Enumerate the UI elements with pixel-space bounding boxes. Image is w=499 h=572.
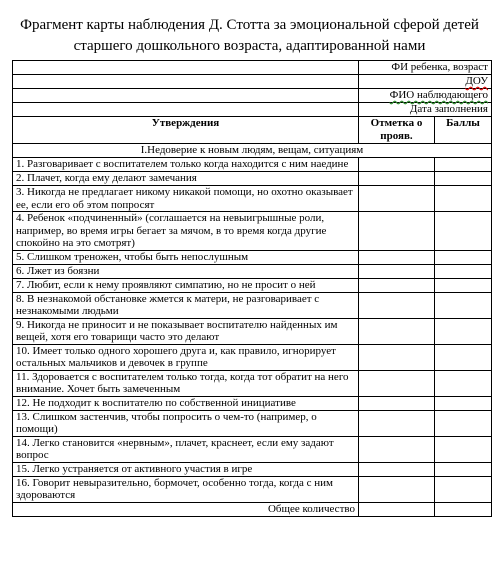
meta-row-observer — [13, 89, 492, 103]
statement-text: 6. Лжет из боязни — [13, 264, 359, 278]
mark-cell[interactable] — [359, 250, 435, 264]
table-row — [13, 212, 492, 251]
table-row — [13, 462, 492, 476]
statement-text: 4. Ребенок «подчиненный» (соглашается на невыигрышные роли, например, во время игры бегает за мячом, в то время когда другие спокойно на это смотрят) — [13, 212, 359, 251]
mark-cell[interactable] — [359, 370, 435, 396]
fill-date-label: Дата заполнения — [359, 103, 492, 117]
points-cell[interactable] — [435, 410, 492, 436]
table-row — [13, 436, 492, 462]
mark-cell[interactable] — [359, 278, 435, 292]
table-row — [13, 278, 492, 292]
statement-text: 7. Любит, если к нему проявляют симпатию, но не просит о ней — [13, 278, 359, 292]
mark-cell[interactable] — [359, 462, 435, 476]
points-header: Баллы — [435, 117, 492, 144]
statement-text: 12. Не подходит к воспитателю по собственной инициативе — [13, 396, 359, 410]
mark-header: Отметка о прояв. — [359, 117, 435, 144]
points-cell[interactable] — [435, 436, 492, 462]
mark-cell[interactable] — [359, 476, 435, 502]
mark-cell[interactable] — [359, 264, 435, 278]
table-row — [13, 370, 492, 396]
table-row — [13, 292, 492, 318]
statement-text: 8. В незнакомой обстановке жмется к матери, не разговаривает с незнакомыми людьми — [13, 292, 359, 318]
total-row — [13, 502, 492, 516]
points-cell[interactable] — [435, 186, 492, 212]
statement-text: 16. Говорит невыразительно, бормочет, особенно тогда, когда с ним здороваются — [13, 476, 359, 502]
meta-blank-cell — [13, 103, 359, 117]
mark-cell[interactable] — [359, 318, 435, 344]
section-row — [13, 144, 492, 158]
meta-row-child — [13, 61, 492, 75]
statement-text: 9. Никогда не приносит и не показывает воспитателю найденных им вещей, хотя его товарищи часто это делают — [13, 318, 359, 344]
mark-cell[interactable] — [359, 410, 435, 436]
statement-text: 11. Здоровается с воспитателем только тогда, когда тот обратит на него внимание. Хочет быть замеченным — [13, 370, 359, 396]
table-row — [13, 410, 492, 436]
points-cell[interactable] — [435, 396, 492, 410]
points-cell[interactable] — [435, 370, 492, 396]
table-row — [13, 172, 492, 186]
statement-text: 3. Никогда не предлагает никому никакой помощи, но охотно оказывает ее, если его об этом попросят — [13, 186, 359, 212]
table-row — [13, 186, 492, 212]
points-cell[interactable] — [435, 158, 492, 172]
statement-text: 13. Слишком застенчив, чтобы попросить о чем-то (например, о помощи) — [13, 410, 359, 436]
meta-blank-cell — [13, 75, 359, 89]
document-title — [8, 15, 491, 57]
mark-cell[interactable] — [359, 396, 435, 410]
mark-cell[interactable] — [359, 436, 435, 462]
total-mark-cell[interactable] — [359, 502, 435, 516]
table-row — [13, 344, 492, 370]
mark-cell[interactable] — [359, 158, 435, 172]
table-row — [13, 250, 492, 264]
points-cell[interactable] — [435, 264, 492, 278]
statement-text: 10. Имеет только одного хорошего друга и, как правило, игнорирует остальных мальчиков и девочек в группе — [13, 344, 359, 370]
mark-cell[interactable] — [359, 212, 435, 251]
statement-text: 14. Легко становится «нервным», плачет, краснеет, если ему задают вопрос — [13, 436, 359, 462]
table-row — [13, 476, 492, 502]
points-cell[interactable] — [435, 212, 492, 251]
observer-name-label: ФИО наблюдающего — [359, 89, 492, 103]
mark-cell[interactable] — [359, 186, 435, 212]
statement-text: 1. Разговаривает с воспитателем только когда находится с ним наедине — [13, 158, 359, 172]
table-row — [13, 396, 492, 410]
mark-cell[interactable] — [359, 292, 435, 318]
title-line-1: Фрагмент карты наблюдения Д. Стотта за эмоциональной сферой детей — [20, 17, 479, 33]
meta-blank-cell — [13, 89, 359, 103]
points-cell[interactable] — [435, 462, 492, 476]
points-cell[interactable] — [435, 292, 492, 318]
table-row — [13, 158, 492, 172]
points-cell[interactable] — [435, 476, 492, 502]
mark-cell[interactable] — [359, 172, 435, 186]
points-cell[interactable] — [435, 318, 492, 344]
total-points-cell[interactable] — [435, 502, 492, 516]
child-name-label: ФИ ребенка, возраст — [359, 61, 492, 75]
points-cell[interactable] — [435, 172, 492, 186]
meta-row-preschool — [13, 75, 492, 89]
observation-card-table — [12, 60, 492, 517]
points-cell[interactable] — [435, 250, 492, 264]
total-label: Общее количество — [13, 502, 359, 516]
points-cell[interactable] — [435, 278, 492, 292]
table-row — [13, 318, 492, 344]
section-title: I.Недоверие к новым людям, вещам, ситуациям — [13, 144, 492, 158]
meta-blank-cell — [13, 61, 359, 75]
points-cell[interactable] — [435, 344, 492, 370]
table-header-row — [13, 117, 492, 144]
statements-header: Утверждения — [13, 117, 359, 144]
meta-row-date — [13, 103, 492, 117]
statement-text: 5. Слишком треножен, чтобы быть непослушным — [13, 250, 359, 264]
title-line-2: старшего дошкольного возраста, адаптированной нами — [73, 38, 426, 54]
table-row — [13, 264, 492, 278]
statement-text: 15. Легко устраняется от активного участия в игре — [13, 462, 359, 476]
statement-text: 2. Плачет, когда ему делают замечания — [13, 172, 359, 186]
preschool-label: ДОУ — [359, 75, 492, 89]
mark-cell[interactable] — [359, 344, 435, 370]
